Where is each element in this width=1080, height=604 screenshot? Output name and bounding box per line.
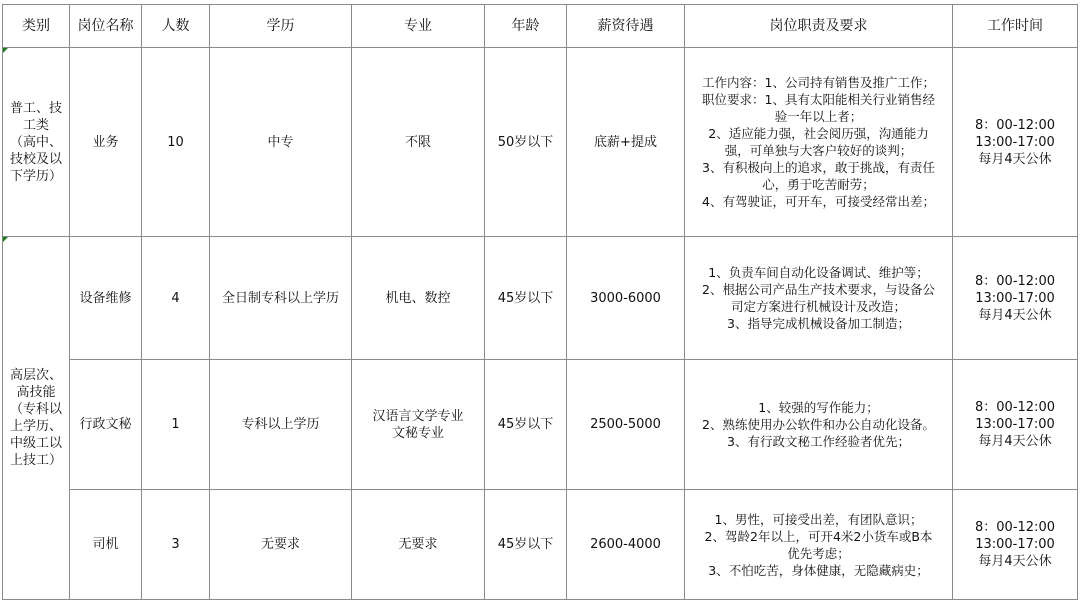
table-row <box>3 48 1078 237</box>
duties-cell: 1、较强的写作能力； 2、熟练使用办公软件和办公自动化设备。 3、有行政文秘工作经验者优先； <box>685 360 953 490</box>
category-cell: 高层次、 高技能 （专科以 上学历、 中级工以 上技工） <box>3 237 70 600</box>
salary-cell: 3000-6000 <box>567 237 685 360</box>
count-cell: 10 <box>142 48 210 237</box>
header-age: 年龄 <box>485 5 567 48</box>
position-cell: 设备维修 <box>70 237 142 360</box>
salary-cell: 2500-5000 <box>567 360 685 490</box>
header-duties: 岗位职责及要求 <box>685 5 953 48</box>
education-cell: 专科以上学历 <box>210 360 352 490</box>
position-cell: 业务 <box>70 48 142 237</box>
table-row <box>3 237 1078 360</box>
hours-cell: 8：00-12:00 13:00-17:00 每月4天公休 <box>953 360 1078 490</box>
hours-cell: 8：00-12:00 13:00-17:00 每月4天公休 <box>953 48 1078 237</box>
count-cell: 4 <box>142 237 210 360</box>
major-cell: 无要求 <box>352 490 485 600</box>
education-cell: 中专 <box>210 48 352 237</box>
header-hours: 工作时间 <box>953 5 1078 48</box>
major-cell: 机电、数控 <box>352 237 485 360</box>
header-count: 人数 <box>142 5 210 48</box>
education-cell: 无要求 <box>210 490 352 600</box>
recruitment-table <box>2 4 1078 600</box>
major-cell: 汉语言文学专业 文秘专业 <box>352 360 485 490</box>
header-row <box>3 5 1078 48</box>
major-cell: 不限 <box>352 48 485 237</box>
duties-cell: 1、负责车间自动化设备调试、维护等； 2、根据公司产品生产技术要求，与设备公 司定方案进行机械设计及改造； 3、指导完成机械设备加工制造； <box>685 237 953 360</box>
hours-cell: 8：00-12:00 13:00-17:00 每月4天公休 <box>953 490 1078 600</box>
count-cell: 1 <box>142 360 210 490</box>
position-cell: 行政文秘 <box>70 360 142 490</box>
header-category: 类别 <box>3 5 70 48</box>
hours-cell: 8：00-12:00 13:00-17:00 每月4天公休 <box>953 237 1078 360</box>
header-position: 岗位名称 <box>70 5 142 48</box>
table-row <box>3 490 1078 600</box>
position-cell: 司机 <box>70 490 142 600</box>
duties-cell: 工作内容：1、公司持有销售及推广工作； 职位要求：1、具有太阳能相关行业销售经 验一年以上者； 2、适应能力强，社会阅历强，沟通能力 强，可单独与大客户较好的谈判； 3、有积极向上的追求，敢于挑战，有责任 心，勇于吃苦耐劳； 4、有驾驶证，可开车，可接受经常出差； <box>685 48 953 237</box>
header-salary: 薪资待遇 <box>567 5 685 48</box>
education-cell: 全日制专科以上学历 <box>210 237 352 360</box>
table-row <box>3 360 1078 490</box>
age-cell: 45岁以下 <box>485 237 567 360</box>
age-cell: 50岁以下 <box>485 48 567 237</box>
salary-cell: 底薪+提成 <box>567 48 685 237</box>
header-education: 学历 <box>210 5 352 48</box>
salary-cell: 2600-4000 <box>567 490 685 600</box>
header-major: 专业 <box>352 5 485 48</box>
age-cell: 45岁以下 <box>485 490 567 600</box>
count-cell: 3 <box>142 490 210 600</box>
category-cell: 普工、技 工类 （高中、 技校及以 下学历） <box>3 48 70 237</box>
duties-cell: 1、男性，可接受出差，有团队意识； 2、驾龄2年以上，可开4米2小货车或B本 优先考虑； 3、不怕吃苦，身体健康，无隐藏病史； <box>685 490 953 600</box>
age-cell: 45岁以下 <box>485 360 567 490</box>
